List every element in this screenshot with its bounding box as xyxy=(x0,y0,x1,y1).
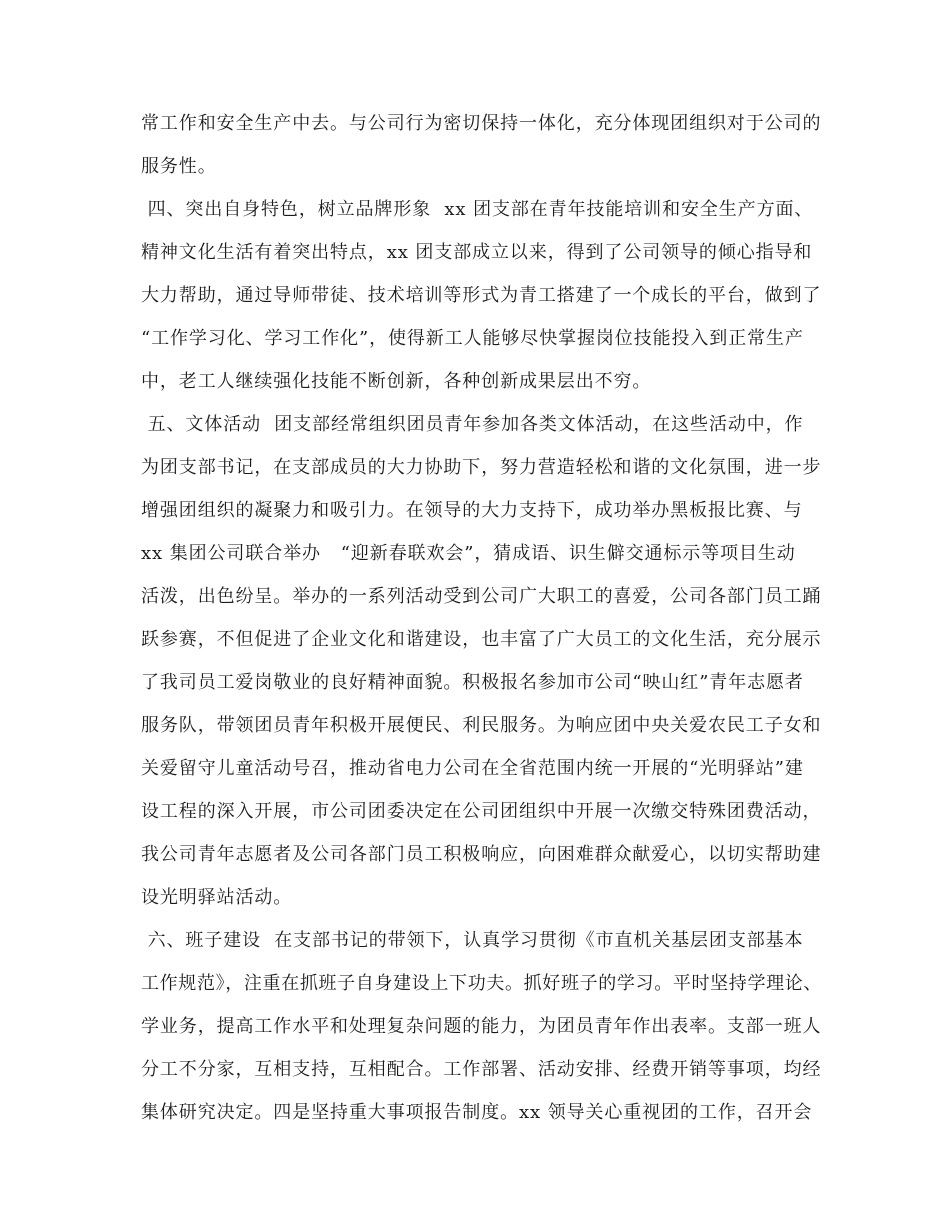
text-line: 六、班子建设 在支部书记的带领下，认真学习贯彻《市直机关基层团支部基本 xyxy=(141,930,804,951)
text-line: 关爱留守儿童活动号召，推动省电力公司在全省范围内统一开展的“光明驿站”建 xyxy=(141,758,804,779)
text-line: 大力帮助，通过导师带徒、技术培训等形式为青工搭建了一个成长的平台，做到了 xyxy=(141,285,822,306)
text-line: 为团支部书记，在支部成员的大力协助下，努力营造轻松和谐的文化氛围，进一步 xyxy=(141,457,822,478)
text-line: 服务性。 xyxy=(141,156,217,177)
text-line: 中，老工人继续强化技能不断创新，各种创新成果层出不穷。 xyxy=(141,371,652,392)
text-line: 分工不分家，互相支持，互相配合。工作部署、活动安排、经费开销等事项，均经 xyxy=(141,1059,822,1080)
text-line: “工作学习化、学习工作化”，使得新工人能够尽快掌握岗位技能投入到正常生产 xyxy=(141,328,804,349)
text-line: 设光明驿站活动。 xyxy=(141,887,293,908)
text-line: 集体研究决定。四是坚持重大事项报告制度。xx 领导关心重视团的工作，召开会 xyxy=(141,1102,813,1123)
text-line: 了我司员工爱岗敬业的良好精神面貌。积极报名参加市公司“映山红”青年志愿者 xyxy=(141,672,804,693)
text-line: xx 集团公司联合举办 “迎新春联欢会”，猜成语、识生僻交通标示等项目生动 xyxy=(141,543,796,564)
text-line: 工作规范》，注重在抓班子自身建设上下功夫。抓好班子的学习。平时坚持学理论、 xyxy=(141,973,823,994)
text-line: 常工作和安全生产中去。与公司行为密切保持一体化，充分体现团组织对于公司的 xyxy=(141,113,822,134)
text-line: 五、文体活动 团支部经常组织团员青年参加各类文体活动，在这些活动中，作 xyxy=(141,414,804,435)
text-line: 设工程的深入开展，市公司团委决定在公司团组织中开展一次缴交特殊团费活动， xyxy=(141,801,822,822)
text-line: 我公司青年志愿者及公司各部门员工积极响应，向困难群众献爱心，以切实帮助建 xyxy=(141,844,822,865)
text-line: 精神文化生活有着突出特点，xx 团支部成立以来，得到了公司领导的倾心指导和 xyxy=(141,242,813,263)
text-line: 跃参赛，不但促进了企业文化和谐建设，也丰富了广大员工的文化生活，充分展示 xyxy=(141,629,822,650)
text-line: 活泼，出色纷呈。举办的一系列活动受到公司广大职工的喜爱，公司各部门员工踊 xyxy=(141,586,822,607)
text-line: 学业务，提高工作水平和处理复杂问题的能力，为团员青年作出表率。支部一班人 xyxy=(141,1016,822,1037)
text-line: 增强团组织的凝聚力和吸引力。在领导的大力支持下，成功举办黑板报比赛、与 xyxy=(141,500,803,521)
text-line: 服务队，带领团员青年积极开展便民、利民服务。为响应团中央关爱农民工子女和 xyxy=(141,715,822,736)
text-line: 四、突出自身特色，树立品牌形象 xx 团支部在青年技能培训和安全生产方面、 xyxy=(141,199,814,220)
